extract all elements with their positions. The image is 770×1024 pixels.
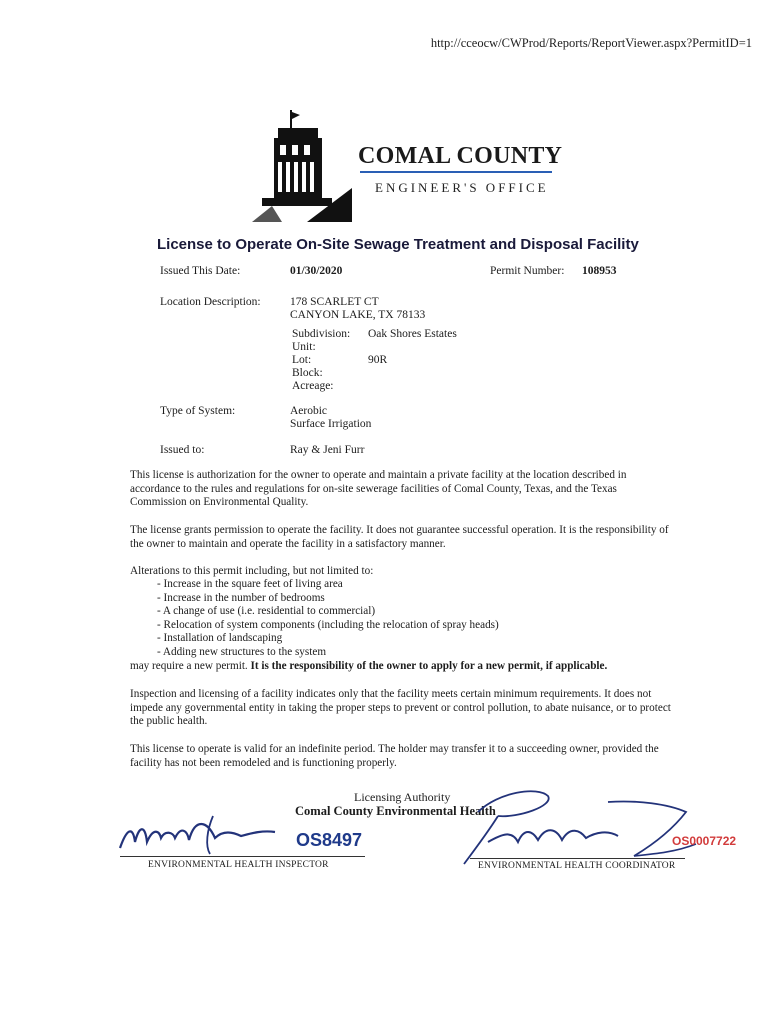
unit-label: Unit: xyxy=(292,341,316,353)
inspector-signature-line xyxy=(120,856,365,857)
list-item: - Adding new structures to the system xyxy=(157,646,499,660)
coordinator-license-number: OS0007722 xyxy=(672,834,737,848)
location-label: Location Description: xyxy=(160,296,261,308)
authorization-paragraph: This license is authorization for the owner to operate and maintain a private facility at the location described in accordance to the rules and regulations for on-site sewerage facilities of Comal County, Texas, and the Texas Commission on Environmental Quality. xyxy=(130,469,627,508)
issued-date-value: 01/30/2020 xyxy=(290,265,343,277)
address-line-2: CANYON LAKE, TX 78133 xyxy=(290,309,426,321)
list-item: - Relocation of system components (including the relocation of spray heads) xyxy=(157,619,499,633)
list-item: - Installation of landscaping xyxy=(157,632,499,646)
address-line-1: 178 SCARLET CT xyxy=(290,296,379,308)
system-type-line-1: Aerobic xyxy=(290,405,328,417)
permit-number-label: Permit Number: xyxy=(490,265,565,277)
courthouse-logo-icon xyxy=(252,110,352,222)
coordinator-signature-line xyxy=(470,858,685,859)
subdivision-value: Oak Shores Estates xyxy=(368,328,457,340)
issued-date-label: Issued This Date: xyxy=(160,265,241,277)
licensing-authority-name: Comal County Environmental Health xyxy=(295,804,496,818)
new-permit-text: may require a new permit. xyxy=(130,660,251,672)
logo-divider xyxy=(360,171,552,173)
system-type-label: Type of System: xyxy=(160,405,236,417)
subdivision-label: Subdivision: xyxy=(292,328,351,340)
issued-to-value: Ray & Jeni Furr xyxy=(290,444,365,456)
owner-responsibility-text: It is the responsibility of the owner to apply for a new permit, if applicable. xyxy=(250,660,608,672)
document-title: License to Operate On-Site Sewage Treatment and Disposal Facility xyxy=(157,236,639,253)
inspection-paragraph: Inspection and licensing of a facility indicates only that the facility meets certain minimum requirements. It does not impede any governmental entity in taking the proper steps to prevent or control pollution, to abate nuisance, or to protect the public health. xyxy=(130,688,671,727)
permit-number-value: 108953 xyxy=(582,265,617,277)
lot-value: 90R xyxy=(368,354,388,366)
org-subtitle: ENGINEER'S OFFICE xyxy=(375,180,549,195)
list-item: - A change of use (i.e. residential to commercial) xyxy=(157,605,499,619)
block-label: Block: xyxy=(292,367,323,379)
inspector-license-number: OS8497 xyxy=(296,830,363,850)
alterations-intro: Alterations to this permit including, but not limited to: xyxy=(130,565,374,577)
new-permit-notice xyxy=(130,660,675,674)
system-type-line-2: Surface Irrigation xyxy=(290,418,372,430)
page-url: http://cceocw/CWProd/Reports/ReportViewer.aspx?PermitID=1 xyxy=(430,36,752,50)
alterations-list xyxy=(157,578,499,659)
licensing-authority-label: Licensing Authority xyxy=(354,790,451,804)
list-item: - Increase in the number of bedrooms xyxy=(157,592,499,606)
issued-to-label: Issued to: xyxy=(160,444,205,456)
lot-label: Lot: xyxy=(292,354,312,366)
permission-paragraph: The license grants permission to operate the facility. It does not guarantee successful operation. It is the responsibility of the owner to maintain and operate the facility in a satisfactory manner. xyxy=(130,524,669,550)
inspector-signature-icon xyxy=(115,808,300,858)
inspector-caption: ENVIRONMENTAL HEALTH INSPECTOR xyxy=(148,860,329,870)
acreage-label: Acreage: xyxy=(292,380,334,392)
coordinator-caption: ENVIRONMENTAL HEALTH COORDINATOR xyxy=(478,861,676,871)
list-item: - Increase in the square feet of living area xyxy=(157,578,499,592)
org-title: COMAL COUNTY xyxy=(358,143,563,169)
validity-paragraph: This license to operate is valid for an indefinite period. The holder may transfer it to a succeeding owner, provided the facility has not been remodeled and is functioning properly. xyxy=(130,743,659,769)
